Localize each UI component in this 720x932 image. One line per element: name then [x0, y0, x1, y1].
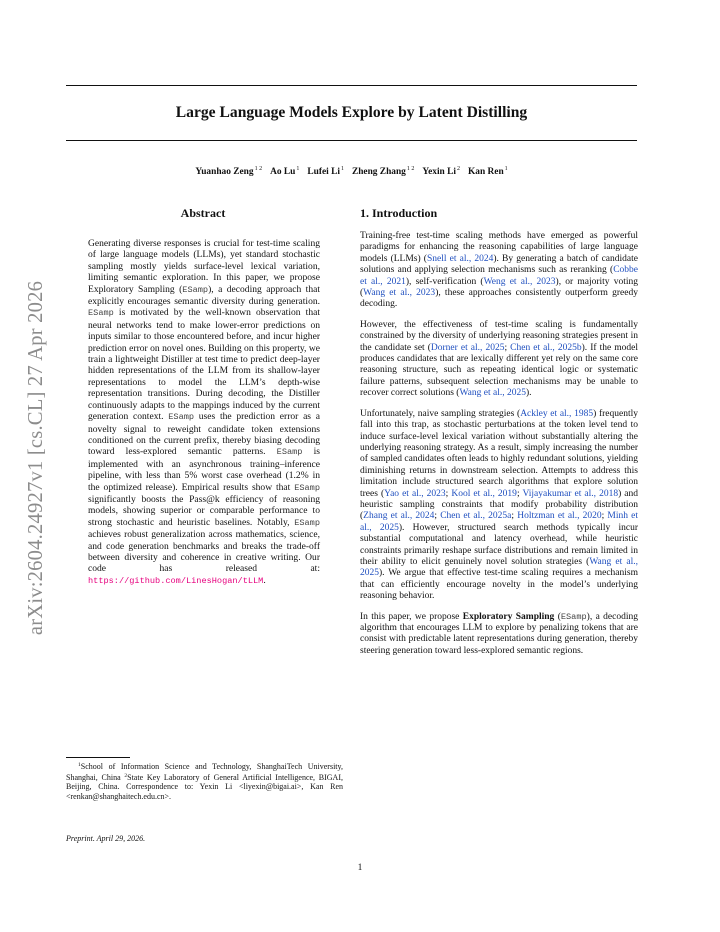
text-run: ). By generating a batch of candidate solutions and applying selection mechanisms such as reranking ( [360, 253, 638, 276]
citation-link[interactable]: Chen et al., 2025b [510, 342, 582, 353]
text-run: ; [434, 511, 441, 522]
author-affiliation-mark: 1 [504, 166, 508, 172]
method-name: ESamp [294, 517, 320, 528]
citation-link[interactable]: Wang et al., 2023 [363, 288, 436, 299]
author-list [66, 166, 637, 177]
text-run: ). If the model produces candidates that are lexically different yet rely on the same core reasoning structure, such as repeating identical logic or systematic failure patterns, subsequent selection mechanisms may be unable to recover correct solutions ( [360, 342, 639, 399]
abstract-heading: Abstract [180, 206, 226, 220]
author-name-text: Yexin Li [422, 167, 456, 177]
text-run: However, the effectiveness of test-time scaling is fundamentally constrained by the diversity of underlying reasoning strategies present in the candidate set ( [360, 319, 638, 353]
citation-link[interactable]: Holtzman et al., 2020 [517, 511, 602, 522]
text-run: In this paper, we propose [360, 611, 463, 622]
text-run: ), a decoding approach that explicitly encourages semantic diversity during generation. [88, 283, 320, 308]
citation-link[interactable]: Yao et al., 2023 [384, 488, 446, 499]
citation-link[interactable]: Dorner et al., 2025 [430, 342, 505, 353]
text-run: uses the prediction error as a novelty signal to reweight candidate token extensions conditioned on the current prefix, thereby biasing decoding toward less-explored semantic patterns. [88, 411, 320, 458]
author-name-text: Ao Lu [270, 167, 296, 177]
text-run: significantly boosts the Pass@k efficiency of reasoning models, showing superior or comparable performance to strong stochastic and heuristic baselines. Notably, [88, 493, 320, 528]
intro-paragraph [360, 231, 638, 311]
text-run: ; [445, 488, 452, 499]
text-run: ), a decoding algorithm that encourages LLM to explore by penalizing tokens that are consist with predictable latent representations during generation, thereby steering generation toward less-explored semantic regions. [360, 611, 638, 656]
page-number: 1 [357, 863, 363, 873]
text-run: ), self-verification ( [405, 276, 484, 287]
text-run: is motivated by the well-known observation that neural networks tend to make lower-error predictions on inputs similar to those encountered before, and incur higher prediction error on novel ones. Building on this property, we train a lightweight Distiller at test time to predict deep-layer hidden representations of the LLM from its shallow-layer representations to model the LLM’s depth-wise representation transitions. During decoding, the Distiller continuously adapts to the mappings induced by the current generation context. [88, 307, 320, 423]
text-run: Generating diverse responses is crucial for test-time scaling of large language models (LLMs), yet standard stochastic sampling mostly yields surface-level lexical variation, limiting semantic exploration. In this paper, we propose Exploratory Sampling ( [88, 238, 320, 295]
text-run: ), these approaches consistently outperform greedy decoding. [360, 288, 638, 310]
introduction-body [360, 231, 638, 666]
text-run: achieves robust generalization across mathematics, science, and code generation benchmarks and breaks the trade-off between diversity and coherence in creative writing. Our code has released at: [88, 529, 320, 575]
affiliation-footnote [66, 761, 343, 802]
text-run: Unfortunately, naive sampling strategies ( [360, 408, 521, 419]
intro-paragraph [360, 612, 638, 658]
arxiv-stamp: arXiv:2604.24927v1 [cs.CL] 27 Apr 2026 [25, 280, 47, 636]
text-run: ( [554, 611, 561, 622]
author-name-text: Zheng Zhang [351, 167, 406, 177]
title-rule-bottom [66, 140, 637, 141]
author-name [307, 167, 344, 177]
code-link[interactable]: https://github.com/LinesHogan/tLLM [88, 575, 264, 586]
author-affiliation-mark: 1 [340, 166, 344, 172]
author-name-text: Lufei Li [307, 167, 340, 177]
author-name [195, 167, 262, 177]
author-name [422, 167, 460, 177]
author-affiliation-mark: 2 [456, 166, 460, 172]
intro-paragraph [360, 320, 638, 400]
intro-paragraph [360, 409, 638, 603]
author-name [468, 167, 508, 177]
text-run: ; [511, 511, 518, 522]
text-run: ), or majority voting ( [360, 276, 639, 299]
text-run: ). However, structured search methods typically incur substantial computational and latency overhead, while heuristic constraints primarily reshape surface distributions and remain limited in their ability to elicit genuinely novel solution strategies ( [360, 522, 638, 567]
citation-link[interactable]: Kool et al., 2019 [451, 488, 517, 499]
text-run: ). [525, 388, 532, 399]
citation-link[interactable]: Wang et al., 2025 [459, 388, 526, 399]
method-name: ESamp [276, 447, 303, 458]
citation-link[interactable]: Zhang et al., 2024 [363, 511, 435, 522]
text-run: ). We argue that effective test-time scaling requires a mechanism that can efficiently encourage novelty in the model’s underlying reasoning behavior. [360, 568, 638, 602]
author-name [352, 167, 414, 177]
text-run: is implemented with an asynchronous training–inference pipeline, with less than 5% worst case overhead (1.2% in the optimized release). Empirical results show that [88, 446, 320, 493]
abstract-text [88, 238, 320, 587]
citation-link[interactable]: Ackley et al., 1985 [520, 408, 594, 419]
method-name: ESamp [88, 308, 114, 319]
author-affiliation-mark: 1 2 [254, 166, 263, 172]
author-name-text: Yuanhao Zeng [195, 167, 254, 177]
text-run: ) frequently fall into this trap, as stochastic perturbations at the token level tend to induce surface-level lexical variation without substantially altering the underlying reasoning strategy. As a result, simply increasing the number of sampled candidates often leads to highly redundant solutions, yielding diminishing returns in downstream selection. Attempts to address this limitation include structured search algorithms that explore solution trees ( [360, 408, 638, 499]
text-run: ; [504, 342, 511, 353]
text-run: State Key Laboratory of General Artificial Intelligence, BIGAI, Beijing, China. Correspondence to: Yexin Li <liyexin@bigai.ai>, Kan Ren <renkan@shanghaitech.edu.cn>. [66, 772, 344, 802]
text-run: ; [601, 511, 608, 522]
method-name: ESamp [168, 412, 195, 423]
text-run: School of Information Science and Technology, ShanghaiTech University, Shanghai, China [66, 762, 343, 782]
citation-link[interactable]: Chen et al., 2025a [440, 511, 512, 522]
citation-link[interactable]: Minh et al., 2025 [360, 511, 639, 533]
citation-link[interactable]: Wang et al., 2025 [360, 556, 638, 579]
author-name-text: Kan Ren [467, 167, 504, 177]
text-run: . [263, 574, 266, 586]
citation-link[interactable]: Cobbe et al., 2021 [360, 265, 638, 287]
text-run: ) and heuristic sampling constraints that modify probability distribution ( [360, 488, 639, 522]
author-affiliation-mark: 1 [296, 166, 300, 172]
method-name: ESamp [560, 611, 587, 622]
author-affiliation-mark: 1 2 [406, 166, 415, 172]
preprint-note: Preprint. April 29, 2026. [66, 834, 146, 843]
method-name: ESamp [294, 482, 320, 493]
text-run: 1 [78, 762, 81, 768]
introduction-heading: 1. Introduction [360, 206, 438, 220]
text-run: Exploratory Sampling [462, 611, 555, 622]
citation-link[interactable]: Snell et al., 2024 [426, 253, 494, 264]
footnote-rule [66, 757, 130, 758]
author-name [270, 167, 299, 177]
title-rule-top [66, 85, 637, 86]
method-name: ESamp [182, 284, 209, 295]
text-run: 2 [124, 772, 128, 779]
text-run: ; [516, 488, 523, 499]
citation-link[interactable]: Weng et al., 2023 [483, 276, 556, 287]
paper-title: Large Language Models Explore by Latent Distilling [175, 104, 528, 121]
text-run: Training-free test-time scaling methods have emerged as powerful paradigms for enhancing the reasoning capabilities of large language models (LLMs) ( [360, 231, 638, 264]
citation-link[interactable]: Vijayakumar et al., 2018 [522, 488, 619, 499]
